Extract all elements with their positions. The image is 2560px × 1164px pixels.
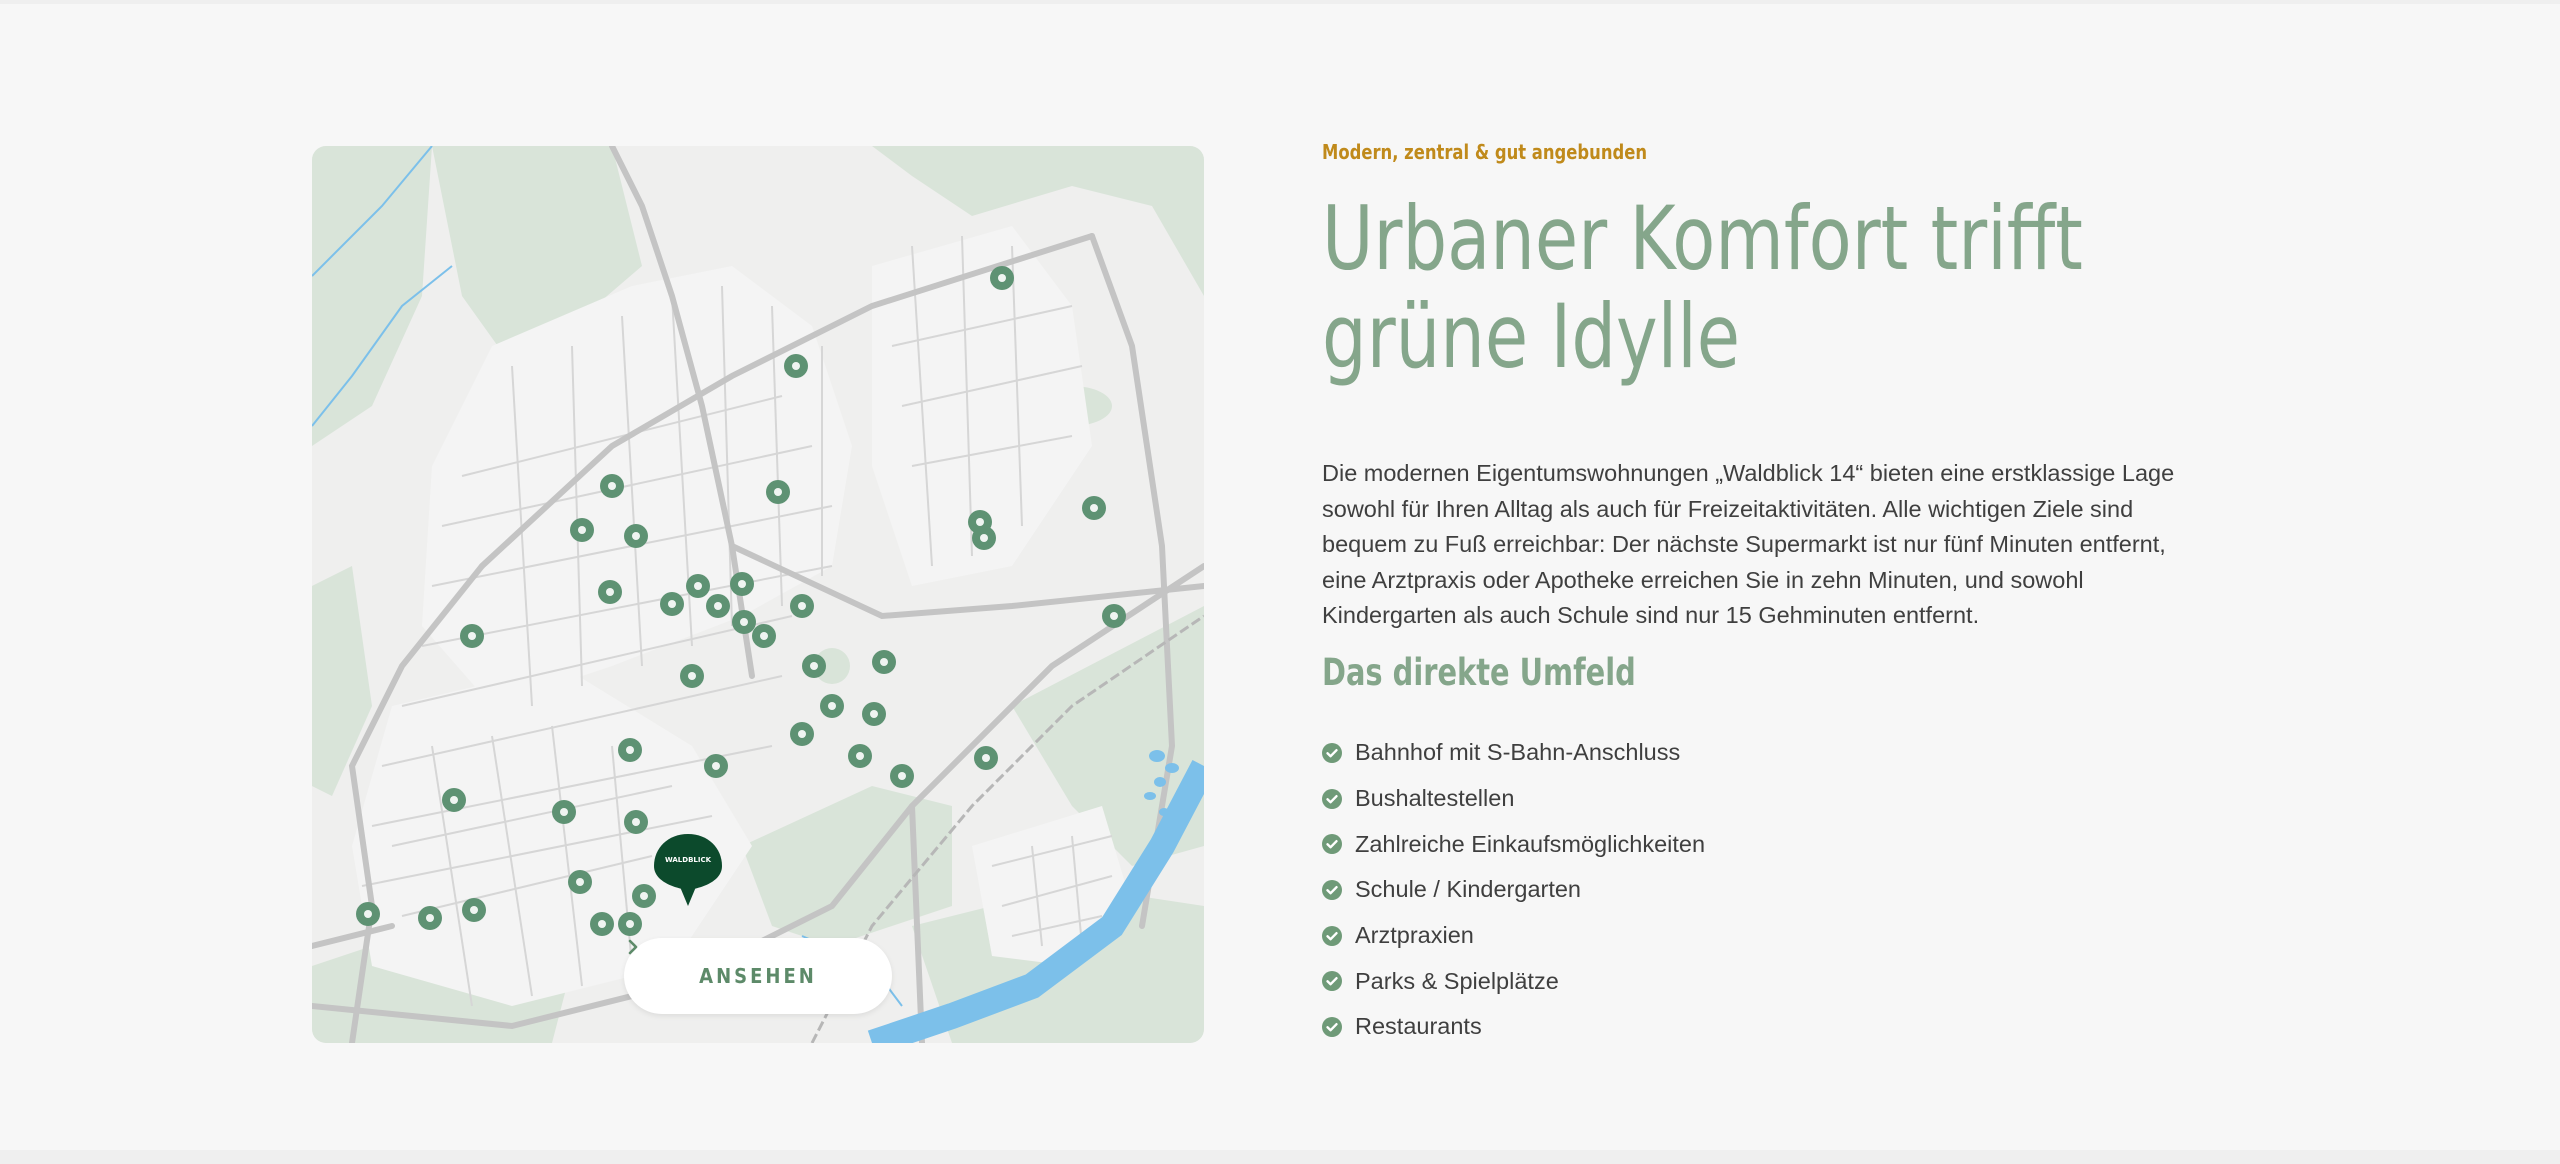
- top-divider: [0, 0, 2560, 4]
- feature-label: Zahlreiche Einkaufsmöglichkeiten: [1355, 830, 1706, 857]
- feature-label: Restaurants: [1355, 1013, 1482, 1040]
- intro-paragraph: Die modernen Eigentumswohnungen „Waldblick 14“ bieten eine erstklassige Lage sowohl für Ihren Alltag als auch für Freizeitaktivitäten. Alle wichtigen Ziele sind bequem zu Fuß erreichbar: Der nächste Supermarkt ist nur fünf Minuten entfernt, eine Arztpraxis oder Apotheke erreichen Sie in zehn Minuten, und sowohl Kindergarten als auch Schule sind nur 15 Gehminuten entfernt.: [1322, 460, 2175, 628]
- list-item: [1322, 1004, 1705, 1050]
- page-title-line-1: Urbaner Komfort trifft: [1322, 187, 2083, 290]
- view-map-button-label: ANSEHEN: [699, 964, 817, 988]
- page-title: [1322, 187, 2083, 388]
- list-item: [1322, 730, 1705, 776]
- list-item: [1322, 867, 1705, 913]
- check-circle-icon: [1322, 743, 1342, 763]
- location-map[interactable]: [312, 146, 1204, 1043]
- check-circle-icon: [1322, 1017, 1342, 1037]
- section-subheading: Das direkte Umfeld: [1322, 651, 1636, 694]
- check-circle-icon: [1322, 971, 1342, 991]
- view-map-button[interactable]: [624, 938, 892, 1014]
- check-circle-icon: [1322, 834, 1342, 854]
- map-graphic: [312, 146, 1204, 1043]
- svg-text:WALDBLICK: WALDBLICK: [664, 856, 712, 864]
- check-circle-icon: [1322, 789, 1342, 809]
- feature-label: Parks & Spielplätze: [1355, 967, 1559, 994]
- feature-label: Bahnhof mit S-Bahn-Anschluss: [1355, 739, 1681, 766]
- list-item: [1322, 913, 1705, 959]
- eyebrow-text: Modern, zentral & gut angebunden: [1322, 140, 1648, 164]
- feature-label: Schule / Kindergarten: [1355, 876, 1582, 903]
- check-circle-icon: [1322, 926, 1342, 946]
- chevron-right-icon: [624, 938, 642, 956]
- check-circle-icon: [1322, 880, 1342, 900]
- list-item: [1322, 776, 1705, 822]
- feature-label: Arztpraxien: [1355, 922, 1474, 949]
- feature-list: [1322, 730, 1705, 1050]
- feature-label: Bushaltestellen: [1355, 785, 1515, 812]
- page-title-line-2: grüne Idylle: [1322, 285, 1741, 388]
- list-item: [1322, 958, 1705, 1004]
- list-item: [1322, 821, 1705, 867]
- bottom-divider: [0, 1150, 2560, 1164]
